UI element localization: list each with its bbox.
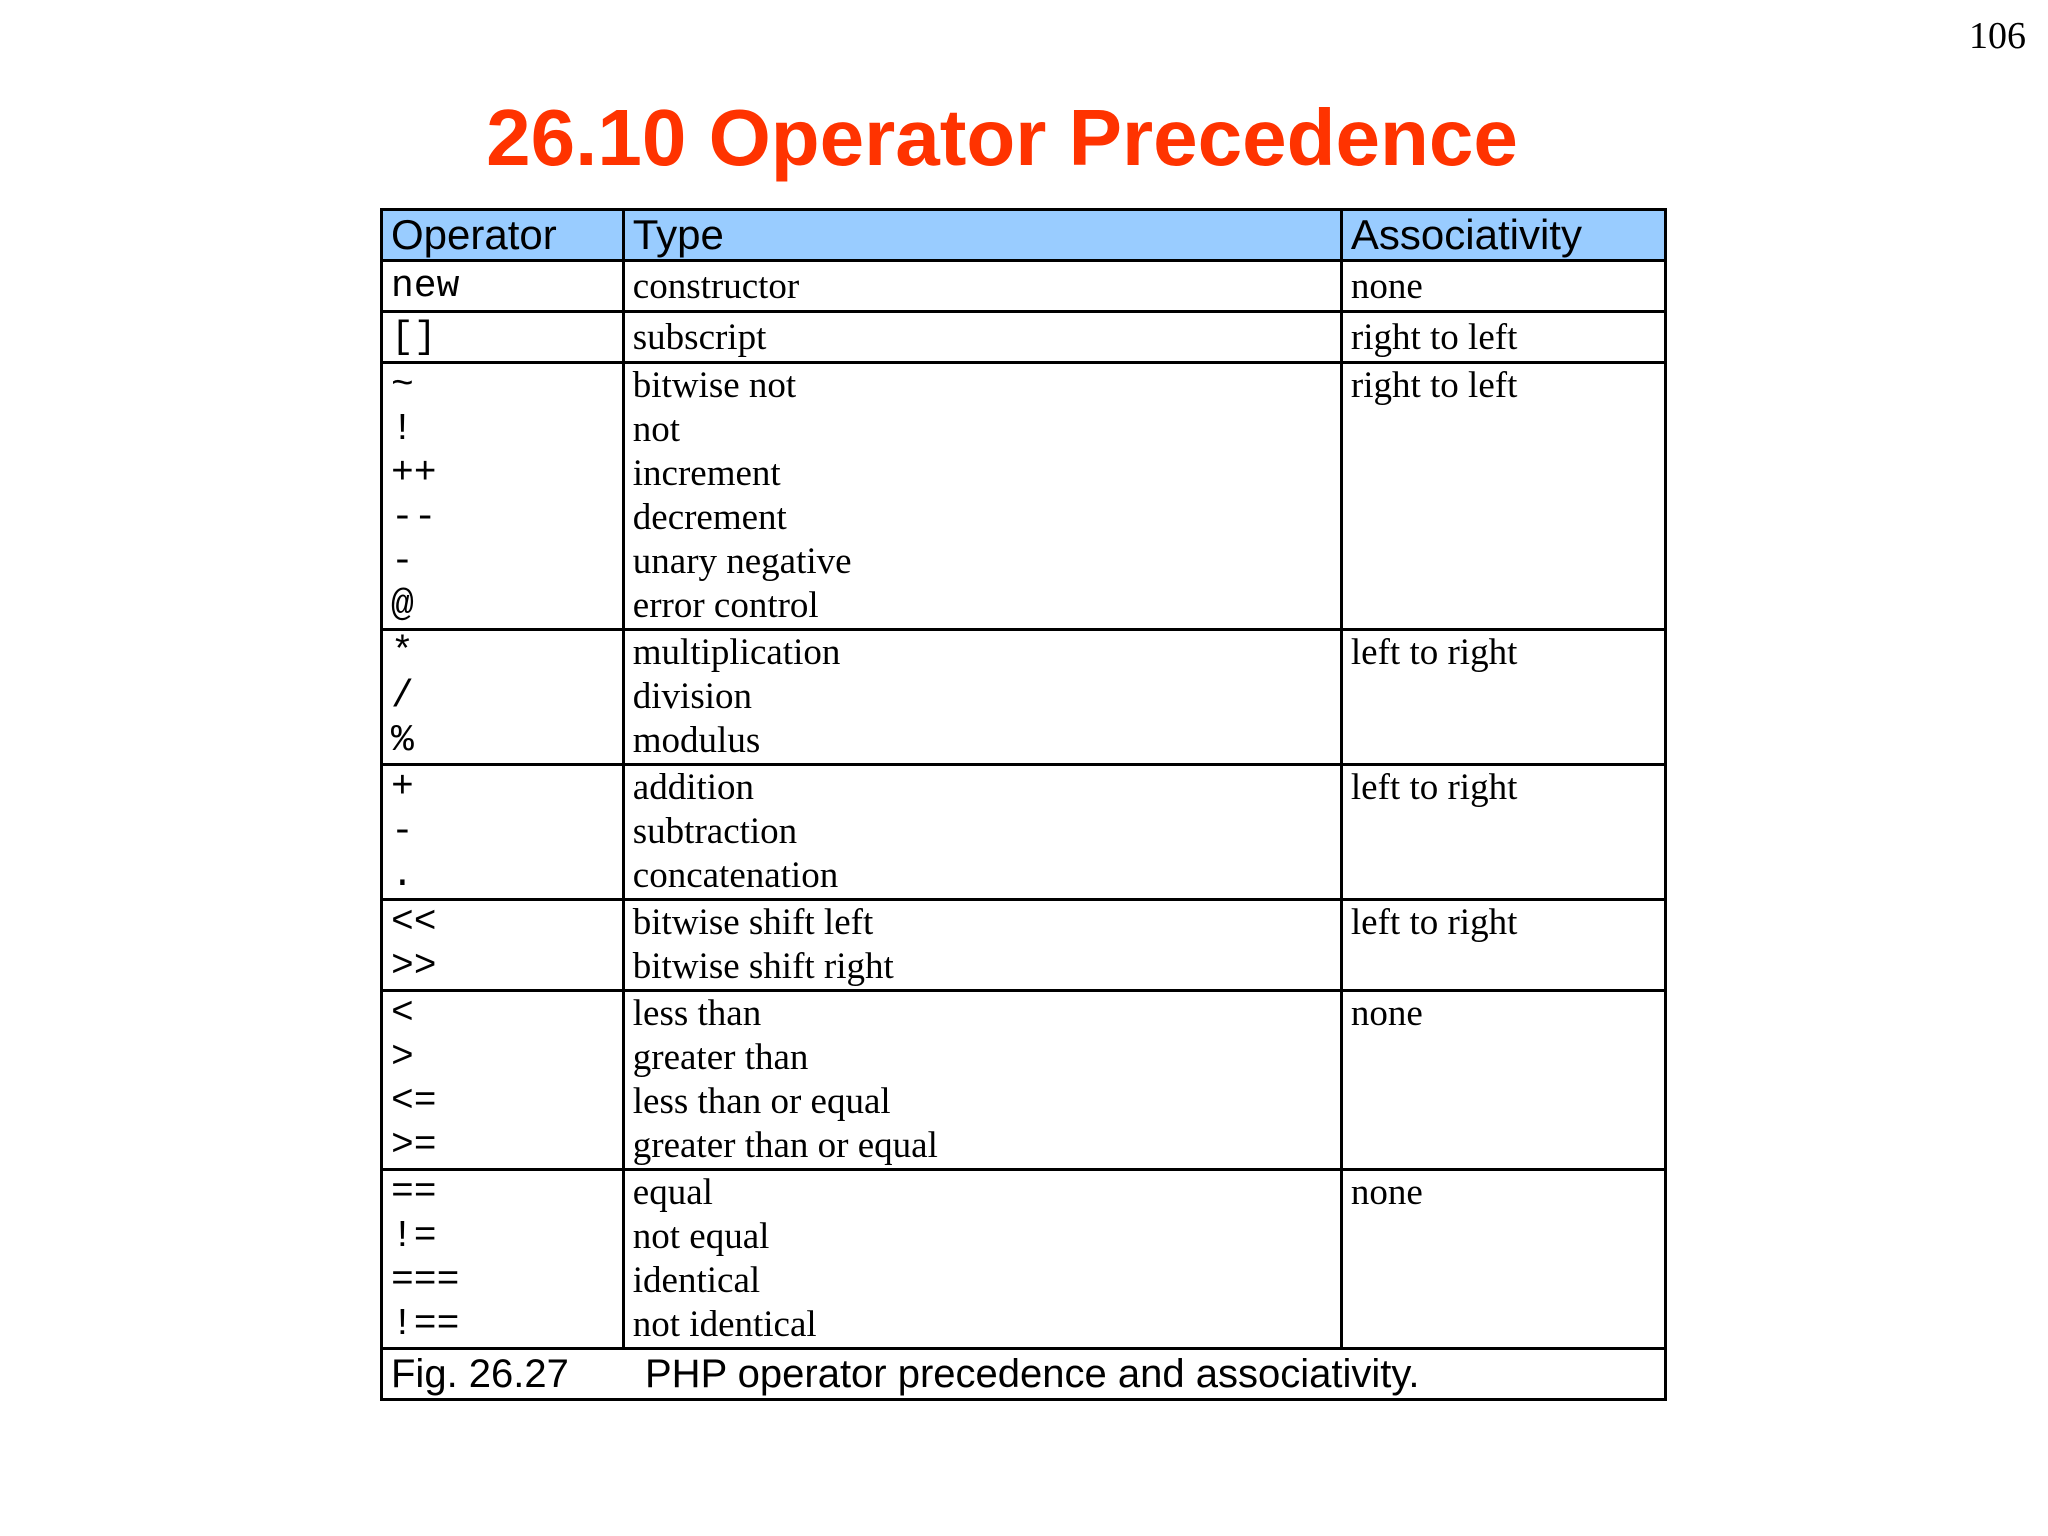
operator-type: bitwise shift right	[632, 946, 894, 987]
table-row	[382, 363, 1666, 630]
table-row	[382, 765, 1666, 900]
associativity-value: left to right	[1350, 767, 1518, 808]
type-cell	[623, 1170, 1341, 1349]
operator-type: concatenation	[632, 855, 839, 896]
operator-symbol: +	[391, 766, 414, 809]
operator-symbol: ==	[391, 1171, 437, 1214]
type-cell	[623, 900, 1341, 991]
operator-symbol: *	[391, 631, 414, 674]
operator-precedence-table	[380, 208, 1667, 1401]
operator-symbol: <<	[391, 901, 437, 944]
table-row	[382, 900, 1666, 991]
operator-type: greater than	[632, 1037, 809, 1078]
type-cell	[623, 312, 1341, 363]
header-type: Type	[623, 210, 1341, 261]
header-operator: Operator	[382, 210, 624, 261]
operator-cell	[382, 261, 624, 312]
figure-number: Fig. 26.27	[391, 1352, 569, 1396]
operator-type: multiplication	[632, 632, 841, 673]
type-cell	[623, 765, 1341, 900]
operator-symbol: <=	[391, 1080, 437, 1123]
operator-type: not	[632, 409, 681, 450]
operator-symbol: %	[391, 719, 414, 762]
table-row	[382, 1170, 1666, 1349]
operator-symbol: []	[391, 316, 437, 359]
operator-type: division	[632, 676, 753, 717]
operator-symbol: .	[391, 854, 414, 897]
table-row	[382, 991, 1666, 1170]
operator-type: constructor	[632, 266, 800, 307]
associativity-cell	[1341, 991, 1665, 1170]
slide-title-text: 26.10 Operator Precedence	[486, 93, 1518, 182]
operator-symbol: !	[391, 408, 414, 451]
associativity-cell	[1341, 900, 1665, 991]
operator-cell	[382, 900, 624, 991]
operator-type: greater than or equal	[632, 1125, 938, 1166]
associativity-cell	[1341, 630, 1665, 765]
operator-type: modulus	[632, 720, 761, 761]
operator-symbol: -	[391, 540, 414, 583]
operator-symbol: >>	[391, 945, 437, 988]
slide-title	[0, 92, 2048, 184]
operator-symbol: @	[391, 584, 414, 627]
operator-type: not identical	[632, 1304, 817, 1345]
type-cell	[623, 991, 1341, 1170]
operator-symbol: --	[391, 496, 437, 539]
operator-type: bitwise not	[632, 365, 797, 406]
operator-symbol: !==	[391, 1303, 460, 1346]
operator-symbol: ++	[391, 452, 437, 495]
operator-symbol: -	[391, 810, 414, 853]
operator-type: error control	[632, 585, 819, 626]
associativity-cell	[1341, 363, 1665, 630]
operator-symbol: >=	[391, 1124, 437, 1167]
table-row	[382, 261, 1666, 312]
associativity-value: right to left	[1350, 365, 1518, 406]
operator-cell	[382, 363, 624, 630]
operator-type: subscript	[632, 317, 767, 358]
associativity-cell	[1341, 1170, 1665, 1349]
operator-cell	[382, 1170, 624, 1349]
operator-symbol: !=	[391, 1215, 437, 1258]
operator-symbol: >	[391, 1036, 414, 1079]
type-cell	[623, 630, 1341, 765]
associativity-cell	[1341, 765, 1665, 900]
operator-type: addition	[632, 767, 755, 808]
table-header-row	[382, 210, 1666, 261]
operator-symbol: ~	[391, 364, 414, 407]
operator-type: less than	[632, 993, 762, 1034]
figure-caption	[382, 1349, 1666, 1400]
operator-type: subtraction	[632, 811, 798, 852]
associativity-value: none	[1350, 266, 1423, 307]
operator-cell	[382, 312, 624, 363]
table-row	[382, 312, 1666, 363]
type-cell	[623, 261, 1341, 312]
operator-symbol: <	[391, 992, 414, 1035]
caption-row	[382, 1349, 1666, 1400]
operator-type: increment	[632, 453, 781, 494]
associativity-value: none	[1350, 993, 1423, 1034]
operator-type: unary negative	[632, 541, 852, 582]
operator-type: not equal	[632, 1216, 770, 1257]
page-number: 106	[1969, 15, 2026, 57]
associativity-value: none	[1350, 1172, 1423, 1213]
operator-type: identical	[632, 1260, 761, 1301]
associativity-value: left to right	[1350, 632, 1518, 673]
operator-type: equal	[632, 1172, 713, 1213]
operator-cell	[382, 630, 624, 765]
figure-caption-text: PHP operator precedence and associativity.	[645, 1352, 1420, 1396]
operator-type: decrement	[632, 497, 787, 538]
associativity-value: right to left	[1350, 317, 1518, 358]
associativity-cell	[1341, 312, 1665, 363]
operator-cell	[382, 991, 624, 1170]
operator-cell	[382, 765, 624, 900]
operator-symbol: /	[391, 675, 414, 718]
associativity-value: left to right	[1350, 902, 1518, 943]
operator-symbol: ===	[391, 1259, 460, 1302]
operator-type: bitwise shift left	[632, 902, 874, 943]
associativity-cell	[1341, 261, 1665, 312]
header-associativity: Associativity	[1341, 210, 1665, 261]
table-row	[382, 630, 1666, 765]
operator-type: less than or equal	[632, 1081, 891, 1122]
operator-symbol: new	[391, 265, 460, 308]
type-cell	[623, 363, 1341, 630]
